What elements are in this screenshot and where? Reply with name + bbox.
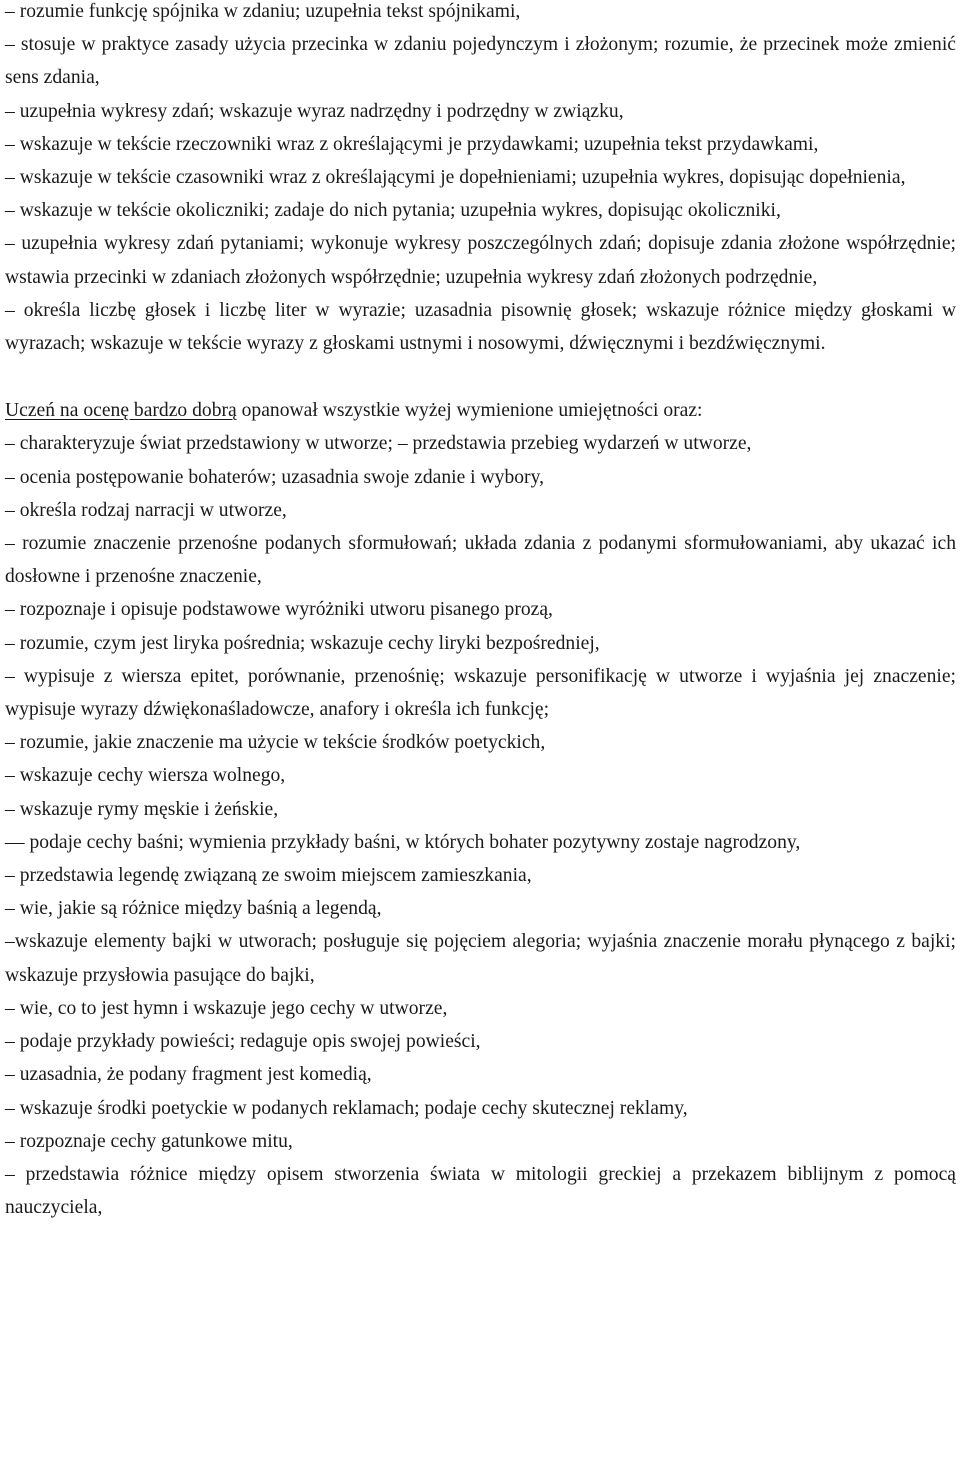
list-item: – wskazuje w tekście okoliczniki; zadaje do nich pytania; uzupełnia wykres, dopisując okoliczniki, [5,200,781,222]
list-item: – określa liczbę głosek i liczbę liter w wyrazie; uzasadnia pisownię głosek; wskazuje różnice między głoskami w wyrazach; wskazuje w tekście wyrazy z głoskami ustnymi i nosowymi, dźwięcznymi i bezdźwięcznymi. [5,299,956,355]
list-item: –wskazuje elementy bajki w utworach; posługuje się pojęciem alegoria; wyjaśnia znaczenie morału płynącego z bajki; wskazuje przysłowia pasujące do bajki, [5,931,956,986]
list-item: – uzupełnia wykresy zdań; wskazuje wyraz nadrzędny i podrzędny w związku, [5,100,624,122]
list-item: – określa rodzaj narracji w utworze, [5,499,287,521]
list-item: – wskazuje w tekście czasowniki wraz z określającymi je dopełnieniami; uzupełnia wykres, dopisując dopełnienia, [5,167,906,189]
list-item: – rozumie, jakie znaczenie ma użycie w tekście środków poetyckich, [5,732,546,754]
list-item: – podaje przykłady powieści; redaguje opis swojej powieści, [5,1031,481,1053]
list-item: – wskazuje środki poetyckie w podanych reklamach; podaje cechy skutecznej reklamy, [5,1097,688,1119]
list-item: – przedstawia różnice między opisem stworzenia świata w mitologii greckiej a przekazem biblijnym z pomocą nauczyciela, [5,1163,956,1219]
list-item: – wskazuje cechy wiersza wolnego, [5,765,286,787]
list-item: – wypisuje z wiersza epitet, porównanie, przenośnię; wskazuje personifikację w utworze i wyjaśnia jej znaczenie; wypisuje wyrazy dźwiękonaśladowcze, anafory i określa ich funkcję; [5,665,956,721]
list-item: – wie, co to jest hymn i wskazuje jego cechy w utworze, [5,997,448,1019]
list-item: – wie, jakie są różnice między baśnią a legendą, [5,898,382,920]
section-heading [5,394,956,427]
list-item: – charakteryzuje świat przedstawiony w utworze; – przedstawia przebieg wydarzeń w utworze, [5,433,752,455]
skills-list-very-good-grade [5,394,956,1224]
list-item: – rozumie funkcję spójnika w zdaniu; uzupełnia tekst spójnikami, [5,1,521,22]
list-item: – stosuje w praktyce zasady użycia przecinka w zdaniu pojedynczym i złożonym; rozumie, że przecinek może zmienić sens zdania, [5,34,956,89]
list-item: — podaje cechy baśni; wymienia przykłady baśni, w których bohater pozytywny zostaje nagrodzony, [5,831,801,853]
skills-list-previous-grade [5,0,956,360]
grade-heading-underlined: Uczeń na ocenę bardzo dobrą [5,400,237,422]
list-item: – rozumie, czym jest liryka pośrednia; wskazuje cechy liryki bezpośredniej, [5,632,600,654]
list-item: – rozpoznaje i opisuje podstawowe wyróżniki utworu pisanego prozą, [5,599,553,621]
list-item: – rozpoznaje cechy gatunkowe mitu, [5,1130,293,1152]
list-item: – wskazuje rymy męskie i żeńskie, [5,798,279,820]
list-item: – uzupełnia wykresy zdań pytaniami; wykonuje wykresy poszczególnych zdań; dopisuje zdania złożone współrzędnie; wstawia przecinki w zdaniach złożonych współrzędnie; uzupełnia wykresy zdań złożonych podrzędnie, [5,233,956,288]
list-item: – uzasadnia, że podany fragment jest komedią, [5,1064,372,1086]
grade-heading-text: opanował wszystkie wyżej wymienione umiejętności oraz: [236,400,703,422]
list-item: – ocenia postępowanie bohaterów; uzasadnia swoje zdanie i wybory, [5,466,545,488]
list-item: – rozumie znaczenie przenośne podanych sformułowań; układa zdania z podanymi sformułowaniami, aby ukazać ich dosłowne i przenośne znaczenie, [5,533,956,588]
list-item: – przedstawia legendę związaną ze swoim miejscem zamieszkania, [5,865,532,887]
list-item: – wskazuje w tekście rzeczowniki wraz z określającymi je przydawkami; uzupełnia tekst przydawkami, [5,133,819,155]
